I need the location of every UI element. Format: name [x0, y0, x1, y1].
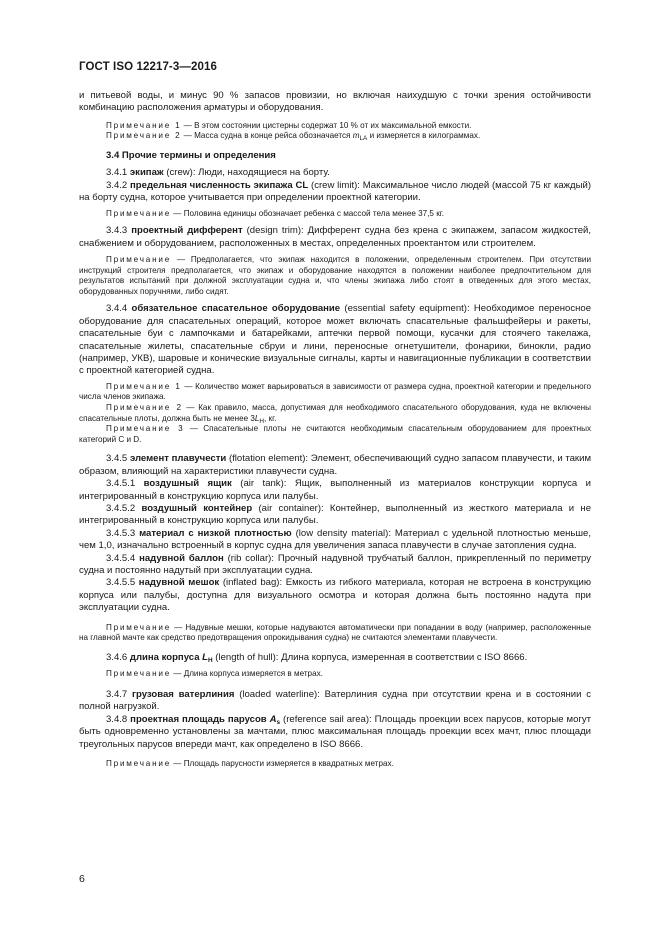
note-3-4-8: Примечание — Площадь парусности измеряется в квадратных метрах. — [106, 758, 394, 768]
term-3-4-2: 3.4.2 предельная численность экипажа CL (crew limit): Максимальное число людей (массой 75 кг каждый) на борту судна, которое учитывается при определении проектной категории. — [79, 179, 591, 204]
note-3-4-4-3: Примечание 3 — Спасательные плоты не считаются необходимым спасательным оборудованием для проектных категорий С и D. — [79, 424, 592, 444]
term-3-4-5-1: 3.4.5.1 воздушный ящик (air tank): Ящик, выполненный из материалов конструкции корпуса и интегрированный в конструкцию корпуса или палубы. — [79, 478, 592, 502]
page-number: 6 — [79, 873, 85, 885]
intro-paragraph: и питьевой воды, и минус 90 % запасов провизии, но включая наихудшую с точки зрения остойчивости комбинацию расположения арматуры и оборудования. — [79, 90, 591, 114]
term-3-4-8: 3.4.8 проектная площадь парусов $A_s$ (reference sail area): Площадь проекции всех парусов, которые могут быть одновременно установлены за мачтами, плюс максимальная площадь проекции всех мачт, плюс площади треугольных парусов впереди мачт, как определено в ISO 8666. — [79, 713, 592, 750]
note-1: Примечание 1 — В этом состоянии цистерны содержат 10 % от их максимальной емкости. — [106, 120, 472, 130]
note-3-4-6: Примечание — Длина корпуса измеряется в метрах. — [106, 669, 323, 679]
term-3-4-7: 3.4.7 грузовая ватерлиния (loaded waterline): Ватерлиния судна при отсутствии крена и в состоянии с полной нагрузкой. — [79, 688, 591, 713]
page-content — [79, 90, 591, 770]
term-3-4-5-5: 3.4.5.5 надувной мешок (inflated bag): Емкость из гибкого материала, которая не встроена в конструкцию корпуса или палубы, доступна для визуального осмотра и которая должна быть постоянно надута при эксплуатации судна. — [79, 577, 592, 614]
note-3-4-5-5: Примечание — Надувные мешки, которые надуваются автоматически при попадании в воду (например, расположенные на главной мачте как средство предотвращения опрокидывания судна) не считаются элементами плавучести. — [79, 622, 592, 643]
section-title: 3.4 Прочие термины и определения — [106, 150, 276, 161]
note-3-4-2: Примечание — Половина единицы обозначает ребенка с массой тела менее 37,5 кг. — [106, 208, 444, 218]
note-2: Примечание 2 — Масса судна в конце рейса обозначается $m_{LA}$ и измеряется в килограммах. — [106, 131, 481, 143]
term-3-4-5-2: 3.4.5.2 воздушный контейнер (air container): Контейнер, выполненный из жесткого материала и не интегрированный в конструкцию корпуса или палубы. — [79, 503, 591, 527]
term-3-4-5-4: 3.4.5.4 надувной баллон (rib collar): Прочный надувной трубчатый баллон, прикрепленный по периметру судна и постоянно надутый при эксплуатации судна. — [79, 552, 592, 577]
note-3-4-3: Примечание — Предполагается, что экипаж находится в положении, определенным строителем. При отсутствии инструкций строителя предполагается, что экипаж и оборудование находятся в положении наиболее предпочтительном для результатов испытаний при должной эксплуатации судна и, что члены экипажа либо стоят в отведенных для этого местах, оборудованных поручнями, либо сидят. — [79, 255, 591, 296]
note-3-4-4-1: Примечание 1 — Количество может варьироваться в зависимости от размера судна, проектной категории и предельного числа членов экипажа. — [79, 381, 592, 402]
term-3-4-5-3: 3.4.5.3 материал с низкой плотностью (low density material): Материал с удельной плотностью меньше, чем 1,0, изначально встроенный в корпус судна для увеличения запаса плавучести в случае затопления судна. — [79, 527, 591, 552]
term-3-4-1: 3.4.1 экипаж (crew): Люди, находящиеся на борту. — [106, 167, 330, 179]
term-3-4-6: 3.4.6 длина корпуса $L_H$ (length of hull): Длина корпуса, измеренная в соответствии с ISO 8666. — [106, 651, 528, 664]
term-3-4-3: 3.4.3 проектный дифферент (design trim): Дифферент судна без крена с экипажем, запасом жидкостей, снабжением и оборудованием, расположенных в местах, определенных проектантом или строителем. — [79, 225, 591, 249]
document-header: ГОСТ ISO 12217-3—2016 — [79, 61, 217, 73]
term-3-4-5: 3.4.5 элемент плавучести (flotation element): Элемент, обеспечивающий судно запасом плавучести, и таким образом, влияющий на характеристики плавучести судна. — [79, 453, 592, 477]
term-3-4-4: 3.4.4 обязательное спасательное оборудование (essential safety equipment): Необходимое переносное оборудование для спасательных операций, которое может включать спасательные фальшфейеры и ракеты, спасательные буи с лампочками и батарейками, аптечки первой помощи, кусачки для стоячего такелажа, спасательные жилеты, спасательные сбруи и лини, переносные огнетушители, фонарики, бинокли, радио (например, УКВ), шаровые и конические визуальные сигналы, карты и навигационные публикации в соответствии с проектной категорией судна. — [79, 303, 592, 377]
note-3-4-4-2: Примечание 2 — Как правило, масса, допустимая для необходимого спасательного оборудования, куда не включены спасательные плоты, должна быть не менее $3L_H$, кг. — [79, 403, 591, 425]
